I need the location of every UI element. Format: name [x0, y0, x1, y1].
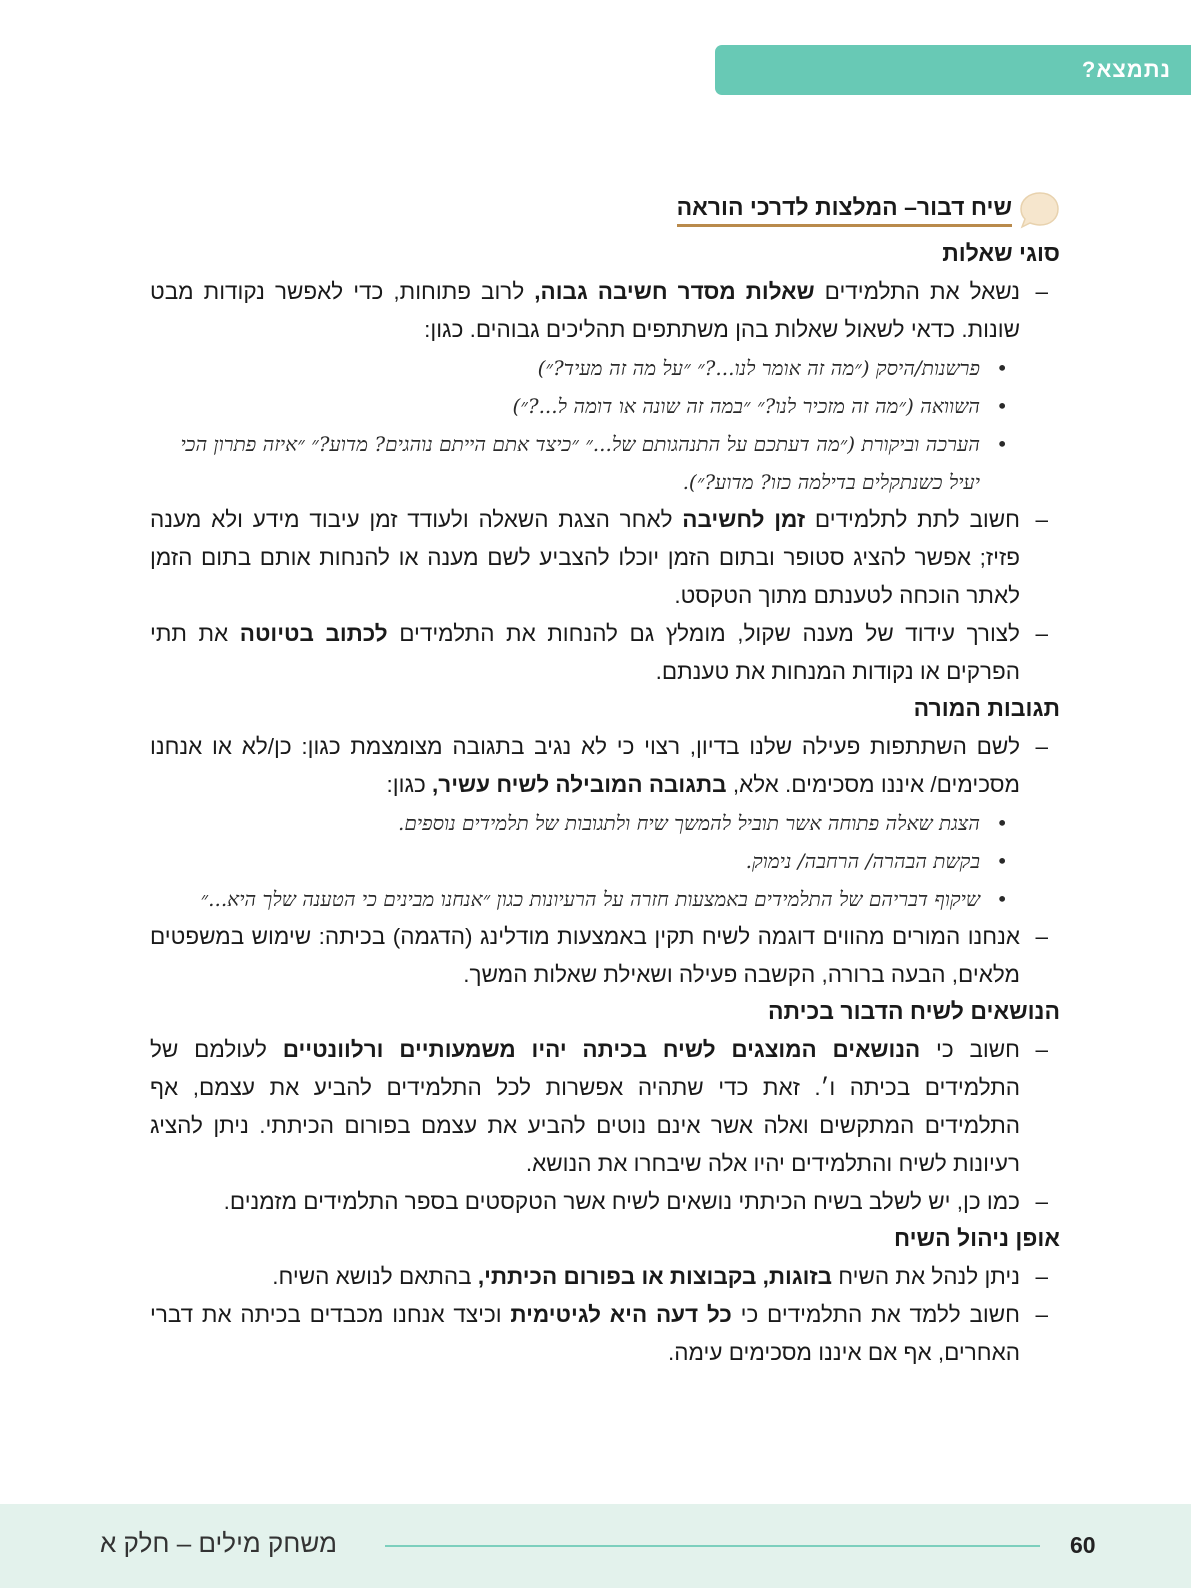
sub-list-item [150, 387, 1060, 425]
section-heading: סוגי שאלות [942, 240, 1060, 266]
page-title: שיח דבור– המלצות לדרכי הוראה [677, 194, 1012, 227]
text-run: לצורך עידוד של מענה שקול, מומלץ גם להנחות את התלמידים [387, 621, 1020, 646]
text-run: חשוב ללמד את התלמידים כי [731, 1302, 1020, 1327]
bold-text: בזוגות, בקבוצות או בפורום הכיתתי, [477, 1264, 833, 1289]
text-run: וכיצד אנחנו מכבדים בכיתה את דברי האחרים, אף אם איננו מסכימים עימה. [150, 1302, 1020, 1365]
dot-bullet: • [996, 432, 1008, 456]
dash-bullet: – [1035, 279, 1048, 304]
book-title: משחק מילים – חלק א [100, 1528, 337, 1558]
list-item [150, 1258, 1060, 1296]
footer-divider [385, 1545, 1040, 1547]
handwritten-text: הצגת שאלה פתוחה אשר תוביל להמשך שיח ולתגובות של תלמידים נוספים. [398, 811, 980, 835]
chapter-tab-label: נתמצא? [1081, 57, 1171, 82]
sub-list-item [150, 425, 1060, 501]
dash-bullet: – [1035, 621, 1048, 646]
dot-bullet: • [996, 849, 1008, 873]
list-item [150, 273, 1060, 349]
bold-text: בתגובה המובילה לשיח עשיר, [432, 772, 727, 797]
dash-bullet: – [1035, 734, 1048, 759]
handwritten-text: השוואה (״מה זה מזכיר לנו?״ ״במה זה שונה או דומה ל...?״) [512, 394, 980, 418]
dash-bullet: – [1035, 1302, 1048, 1327]
dot-bullet: • [996, 887, 1008, 911]
footer [0, 1504, 1191, 1588]
section-header [150, 190, 1060, 230]
bold-text: שאלות מסדר חשיבה גבוה, [534, 279, 815, 304]
list-item [150, 728, 1060, 804]
list-item [150, 1296, 1060, 1372]
sub-list-item [150, 804, 1060, 842]
bold-text: לכתוב בטיוטה [239, 621, 388, 646]
text-run: חשוב לתת לתלמידים [805, 507, 1020, 532]
text-run: כמו כן, יש לשלב בשיח הכיתתי נושאים לשיח אשר הטקסטים בספר התלמידים מזמנים. [223, 1189, 1020, 1214]
dot-bullet: • [996, 811, 1008, 835]
handwritten-text: בקשת הבהרה/ הרחבה/ נימוק. [745, 849, 980, 873]
text-run: כגון: [386, 772, 433, 797]
dash-bullet: – [1035, 1264, 1048, 1289]
dash-bullet: – [1035, 1189, 1048, 1214]
dash-bullet: – [1035, 1037, 1048, 1062]
sub-list-item [150, 880, 1060, 918]
page-number: 60 [1070, 1532, 1096, 1558]
bold-text: כל דעה היא לגיטימית [510, 1302, 732, 1327]
text-run: לאחר הצגת השאלה ולעודד זמן עיבוד מידע ולא מענה פזיז; אפשר להציג סטופר ובתום הזמן יוכלו להצביע לשם מענה או להנחות אותם בתום הזמן לאתר הוכחה לטענתם מתוך הטקסט. [150, 507, 1020, 608]
bold-text: זמן לחשיבה [682, 507, 806, 532]
list-item [150, 501, 1060, 615]
list-item [150, 918, 1060, 994]
handwritten-text: הערכה וביקורת (״מה דעתכם על התנהגותם של...״ ״כיצד אתם הייתם נוהגים? מדוע?״ ״איזה פתרון הכי יעיל כשנתקלים בדילמה כזו? מדוע?״). [180, 432, 980, 494]
section-heading: אופן ניהול השיח [893, 1225, 1060, 1251]
text-run: לעולמם של התלמידים בכיתה ו׳. זאת כדי שתהיה אפשרות לכל התלמידים להביע את עצמם, אף התלמידים המתקשים ואלה אשר אינם נוטים להביע את עצמם בפורום הכיתתי. ניתן להציג רעיונות לשיח והתלמידים יהיו אלה שיבחרו את הנושא. [150, 1037, 1020, 1176]
section-heading: תגובות המורה [913, 695, 1060, 721]
text-run: אנחנו המורים מהווים דוגמה לשיח תקין באמצעות מודלינג (הדגמה) בכיתה: שימוש במשפטים מלאים, הבעה ברורה, הקשבה פעילה ושאילת שאלות המשך. [150, 924, 1020, 987]
text-run: את תתי הפרקים או נקודות המנחות את טענתם. [150, 621, 1020, 684]
dot-bullet: • [996, 394, 1008, 418]
text-run: בהתאם לנושא השיח. [272, 1264, 478, 1289]
text-run: לשם השתתפות פעילה שלנו בדיון, רצוי כי לא נגיב בתגובה מצומצמת כגון: כן/לא או אנחנו מסכימים/ איננו מסכימים. אלא, [150, 734, 1020, 797]
text-run: לרוב פתוחות, כדי לאפשר נקודות מבט שונות. כדאי לשאול שאלות בהן משתתפים תהליכים גבוהים. כגון: [150, 279, 1020, 342]
handwritten-text: שיקוף דבריהם של התלמידים באמצעות חזרה על הרעיונות כגון ״אנחנו מבינים כי הטענה שלך היא...״ [200, 887, 980, 911]
speech-bubble-icon [1018, 190, 1060, 230]
main-content [150, 190, 1060, 1372]
section-heading: הנושאים לשיח הדבור בכיתה [768, 998, 1060, 1024]
bold-text: הנושאים המוצגים לשיח בכיתה יהיו משמעותיים ורלוונטיים [282, 1037, 921, 1062]
text-run: נשאל את התלמידים [814, 279, 1020, 304]
handwritten-text: פרשנות/היסק (״מה זה אומר לנו...?״ ״על מה זה מעיד?״) [537, 356, 980, 380]
list-item [150, 1183, 1060, 1221]
list-item [150, 615, 1060, 691]
dash-bullet: – [1035, 507, 1048, 532]
text-run: חשוב כי [920, 1037, 1020, 1062]
dot-bullet: • [996, 356, 1008, 380]
text-run: ניתן לנהל את השיח [832, 1264, 1020, 1289]
sections-container [150, 240, 1060, 1372]
sub-list-item [150, 349, 1060, 387]
sub-list-item [150, 842, 1060, 880]
chapter-tab [715, 45, 1191, 95]
list-item [150, 1031, 1060, 1183]
dash-bullet: – [1035, 924, 1048, 949]
